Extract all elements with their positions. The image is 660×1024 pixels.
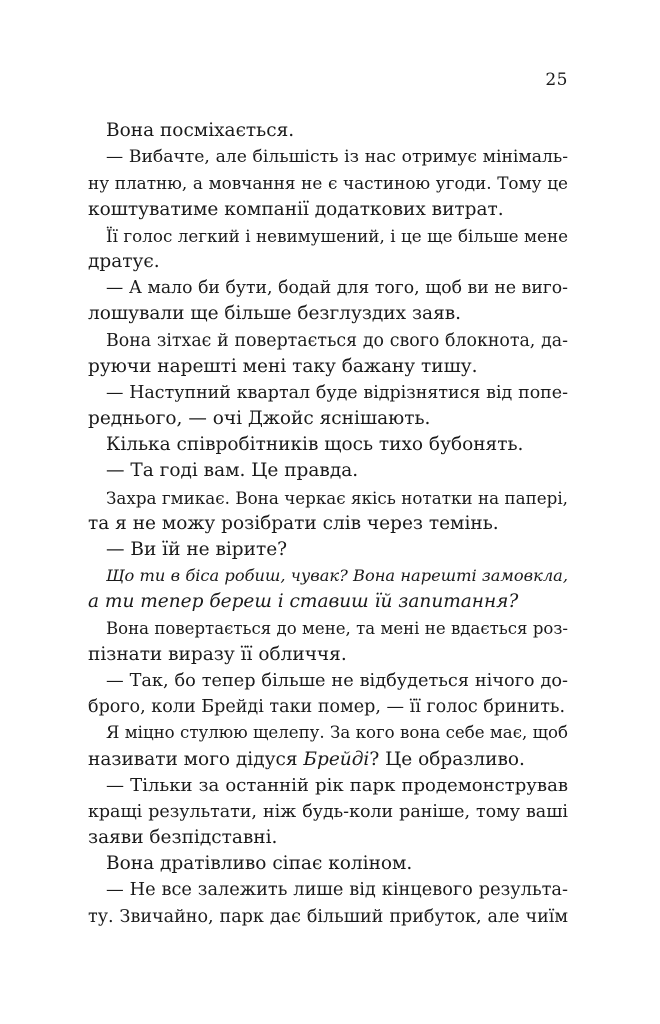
text-line: Вона зітхає й повертається до свого блокнота, да- [106,330,568,351]
text-line: руючи нарешті мені таку бажану тишу. [88,355,478,377]
italic-text-line: а ти тепер береш і ставиш їй запитання? [88,591,519,613]
text-line: — Наступний квартал буде відрізнятися від попе- [106,382,568,403]
text-line: кращі результати, ніж будь-коли раніше, тому ваші [88,801,568,822]
text-line: ту. Звичайно, парк дає більший прибуток, але чиїм [88,906,568,927]
text-line: та я не можу розібрати слів через темінь. [88,512,499,534]
page-number: 25 [545,70,568,90]
text-line: Я міцно стулюю щелепу. За кого вона себе має, щоб [106,723,568,743]
text-line: — Вибачте, але більшість із нас отримує мінімаль- [106,147,568,168]
text-line: коштуватиме компанії додаткових витрат. [88,198,504,220]
text-line: дратує. [88,250,160,272]
text-line: Її голос легкий і невимушений, і це ще більше мене [106,225,568,246]
text-line: заяви безпідставні. [88,827,278,849]
text-line: Вона посміхається. [106,120,295,141]
text-segment: ? Це образливо. [369,748,525,770]
text-line: — Не все залежить лише від кінцевого результа- [106,880,568,901]
text-line: — Так, бо тепер більше не відбудеться нічого до- [106,670,568,691]
text-line: пізнати виразу її обличчя. [88,643,347,665]
text-line: — Ви їй не вірите? [106,539,288,560]
text-line: Вона повертається до мене, та мені не вдається роз- [106,618,568,638]
text-line-mixed [88,747,568,773]
text-line: Вона дратівливо сіпає коліном. [106,853,413,875]
text-line: реднього, — очі Джойс яснішають. [88,408,431,430]
body-text [88,118,568,930]
text-line: брого, коли Брейді таки помер, — її голос бринить. [88,697,566,718]
text-line: Кілька співробітників щось тихо бубонять. [106,434,524,456]
text-line: Захра гмикає. Вона черкає якісь нотатки на папері, [106,487,568,508]
italic-name: Брейді [303,748,370,770]
text-line: — А мало би бути, бодай для того, щоб ви не виго- [106,278,568,299]
italic-text-line: Що ти в біса робиш, чувак? Вона нарешті замовкла, [106,566,568,586]
text-segment: називати мого дідуся [88,748,304,770]
text-line: — Та годі вам. Це правда. [106,460,359,482]
text-line: ну платню, а мовчання не є частиною угоди. Тому це [88,173,568,194]
text-line: лошували ще більше безглуздих заяв. [88,303,462,325]
text-line: — Тільки за останній рік парк продемонстрував [106,774,568,796]
